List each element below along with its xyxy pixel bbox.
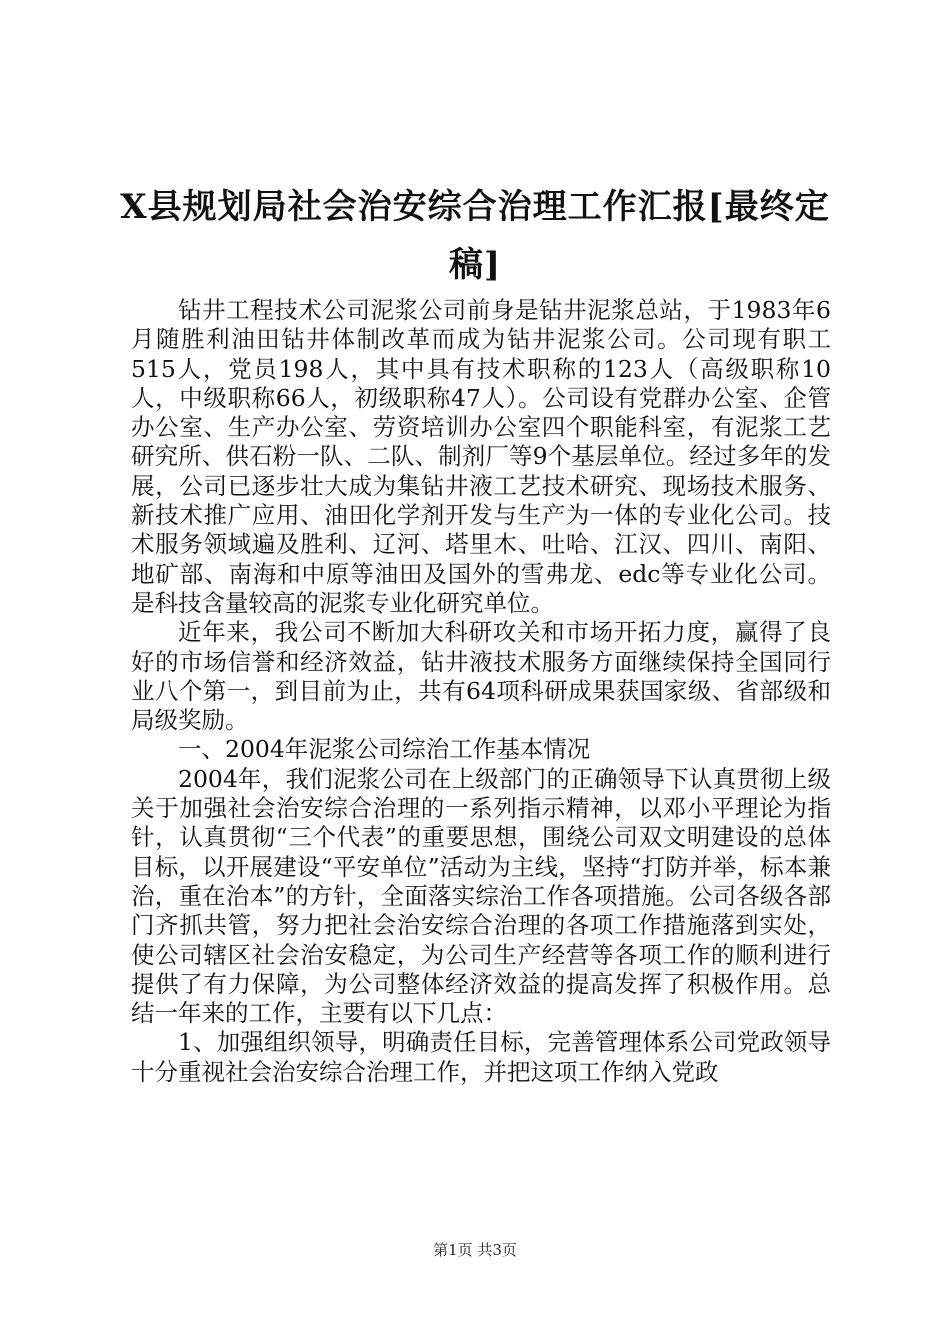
paragraph-recent-years: 近年来，我公司不断加大科研攻关和市场开拓力度，赢得了良好的市场信誉和经济效益，钻井液技术服务方面继续保持全国同行业八个第一，到目前为止，共有64项科研成果获国家级、省部级和局级奖励。 (131, 618, 831, 735)
paragraph-item-1: 1、加强组织领导，明确责任目标，完善管理体系公司党政领导十分重视社会治安综合治理工作，并把这项工作纳入党政 (131, 1028, 831, 1086)
paragraph-company-intro: 钻井工程技术公司泥浆公司前身是钻井泥浆总站，于1983年6月随胜利油田钻井体制改革而成为钻井泥浆公司。公司现有职工515人，党员198人，其中具有技术职称的123人（高级职称10人，中级职称66人，初级职称47人）。公司设有党群办公室、企管办公室、生产办公室、劳资培训办公室四个职能科室，有泥浆工艺研究所、供石粉一队、二队、制剂厂等9个基层单位。经过多年的发展，公司已逐步壮大成为集钻井液工艺技术研究、现场技术服务、新技术推广应用、油田化学剂开发与生产为一体的专业化公司。技术服务领域遍及胜利、辽河、塔里木、吐哈、江汉、四川、南阳、地矿部、南海和中原等油田及国外的雪弗龙、edc等专业化公司。是科技含量较高的泥浆专业化研究单位。 (131, 296, 831, 617)
page-footer: 第1页 共3页 (433, 1241, 517, 1259)
document-body (131, 296, 831, 1087)
section-heading: 一、2004年泥浆公司综治工作基本情况 (178, 735, 591, 764)
document-title: X县规划局社会治安综合治理工作汇报[最终定稿] (120, 187, 830, 285)
paragraph-2004-summary: 2004年，我们泥浆公司在上级部门的正确领导下认真贯彻上级关于加强社会治安综合治理的一系列指示精神，以邓小平理论为指针，认真贯彻“三个代表”的重要思想，围绕公司双文明建设的总体目标，以开展建设“平安单位”活动为主线，坚持“打防并举，标本兼治，重在治本”的方针，全面落实综治工作各项措施。公司各级各部门齐抓共管，努力把社会治安综合治理的各项工作措施落到实处，使公司辖区社会治安稳定，为公司生产经营等各项工作的顺利进行提供了有力保障，为公司整体经济效益的提高发挥了积极作用。总结一年来的工作，主要有以下几点： (131, 764, 831, 1028)
